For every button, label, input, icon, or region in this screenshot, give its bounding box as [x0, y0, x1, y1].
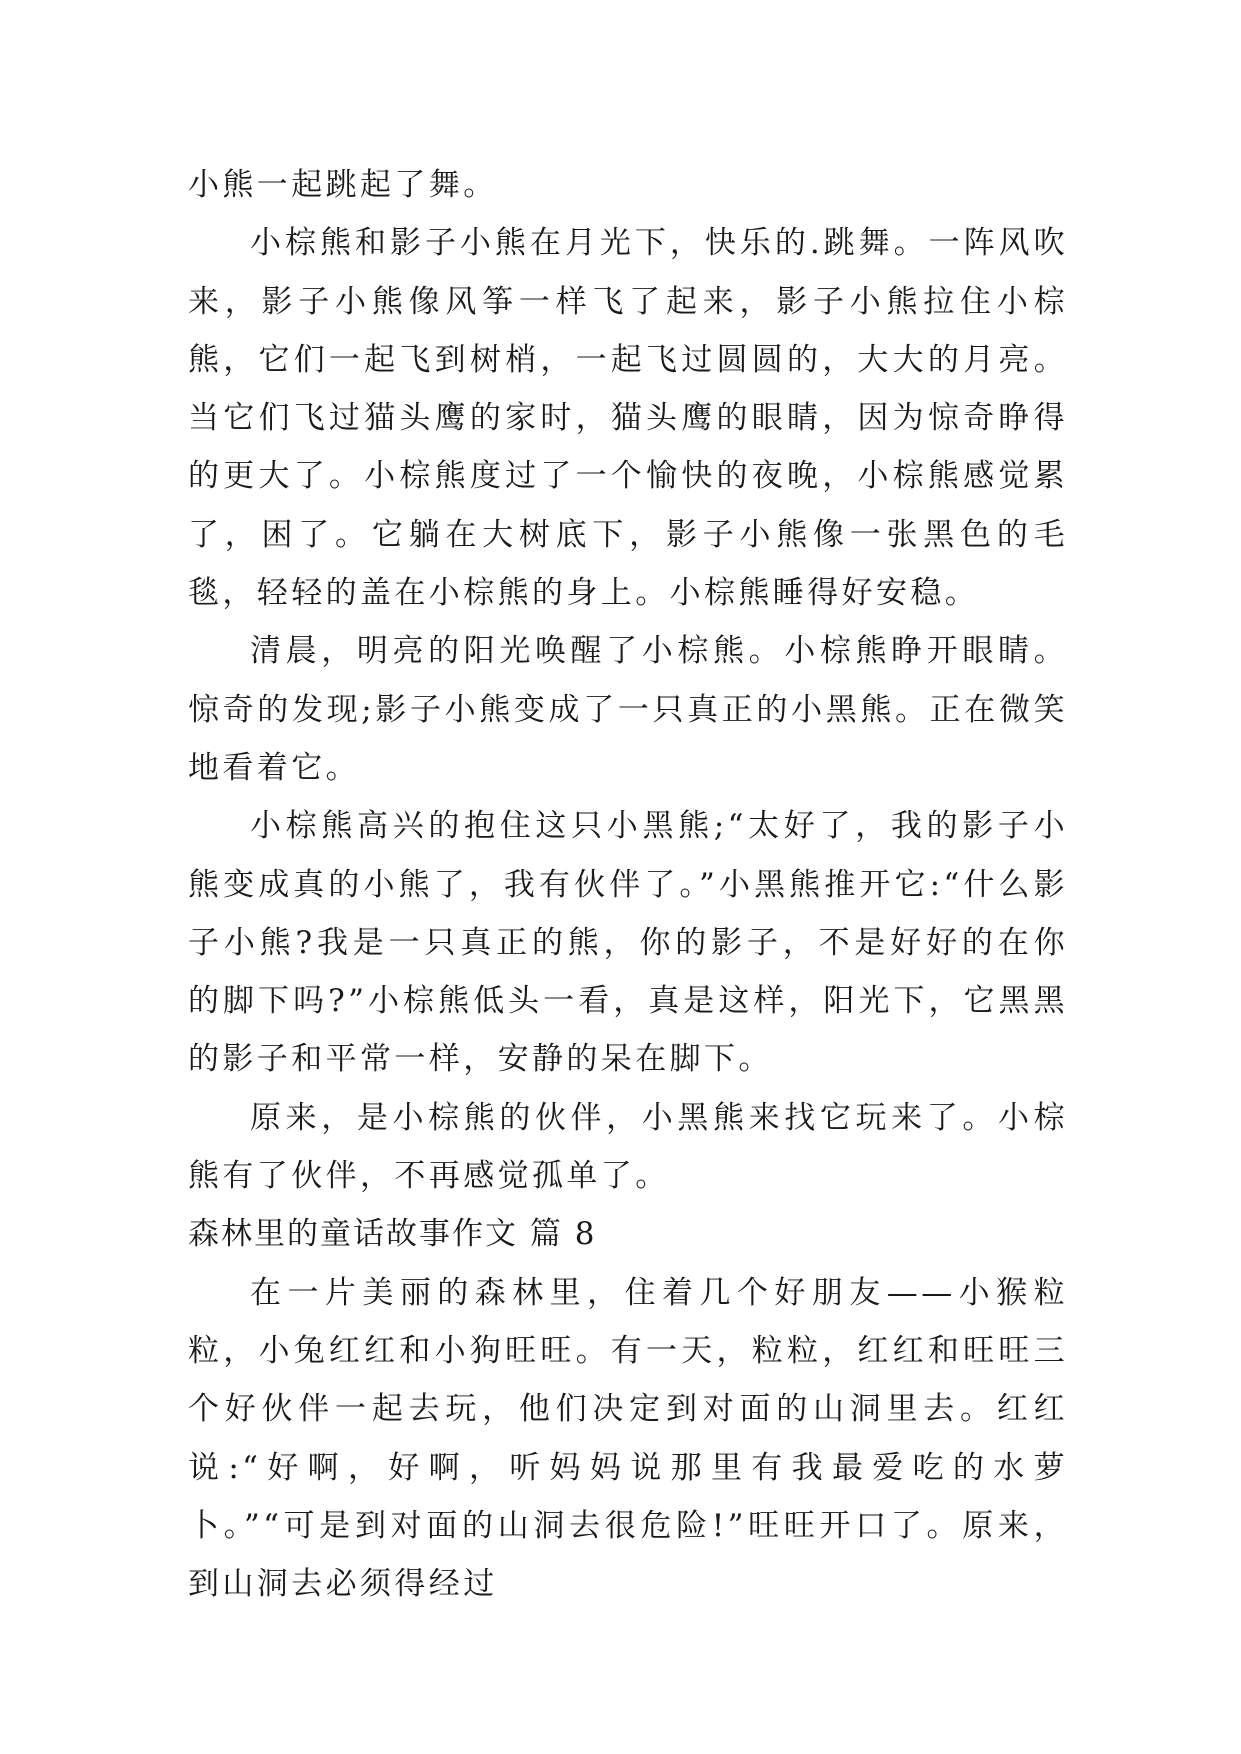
- paragraph: 原来，是小棕熊的伙伴，小黑熊来找它玩来了。小棕熊有了伙伴，不再感觉孤单了。: [188, 1099, 1068, 1195]
- body-text: [188, 156, 1068, 1613]
- paragraph: 清晨，明亮的阳光唤醒了小棕熊。小棕熊睁开眼睛。惊奇的发现;影子小熊变成了一只真正的小黑熊。正在微笑地看着它。: [188, 633, 1068, 786]
- section-heading: 森林里的童话故事作文 篇 8: [188, 1216, 597, 1253]
- paragraph: 小棕熊高兴的抱住这只小黑熊;“太好了，我的影子小熊变成真的小熊了，我有伙伴了。”小黑熊推开它:“什么影子小熊?我是一只真正的熊，你的影子，不是好好的在你的脚下吗?”小棕熊低头一看，真是这样，阳光下，它黑黑的影子和平常一样，安静的呆在脚下。: [188, 808, 1068, 1078]
- paragraph-continued: 小熊一起跳起了舞。: [188, 167, 498, 203]
- paragraph: 小棕熊和影子小熊在月光下，快乐的.跳舞。一阵风吹来，影子小熊像风筝一样飞了起来，影子小熊拉住小棕熊，它们一起飞到树梢，一起飞过圆圆的，大大的月亮。当它们飞过猫头鹰的家时，猫头鹰的眼睛，因为惊奇睁得的更大了。小棕熊度过了一个愉快的夜晚，小棕熊感觉累了，困了。它躺在大树底下，影子小熊像一张黑色的毛毯，轻轻的盖在小棕熊的身上。小棕熊睡得好安稳。: [188, 225, 1068, 612]
- paragraph: 在一片美丽的森林里，住着几个好朋友——小猴粒粒，小兔红红和小狗旺旺。有一天，粒粒，红红和旺旺三个好伙伴一起去玩，他们决定到对面的山洞里去。红红说:“好啊，好啊，听妈妈说那里有我最爱吃的水萝卜。”“可是到对面的山洞去很危险!”旺旺开口了。原来，到山洞去必须得经过: [188, 1274, 1068, 1603]
